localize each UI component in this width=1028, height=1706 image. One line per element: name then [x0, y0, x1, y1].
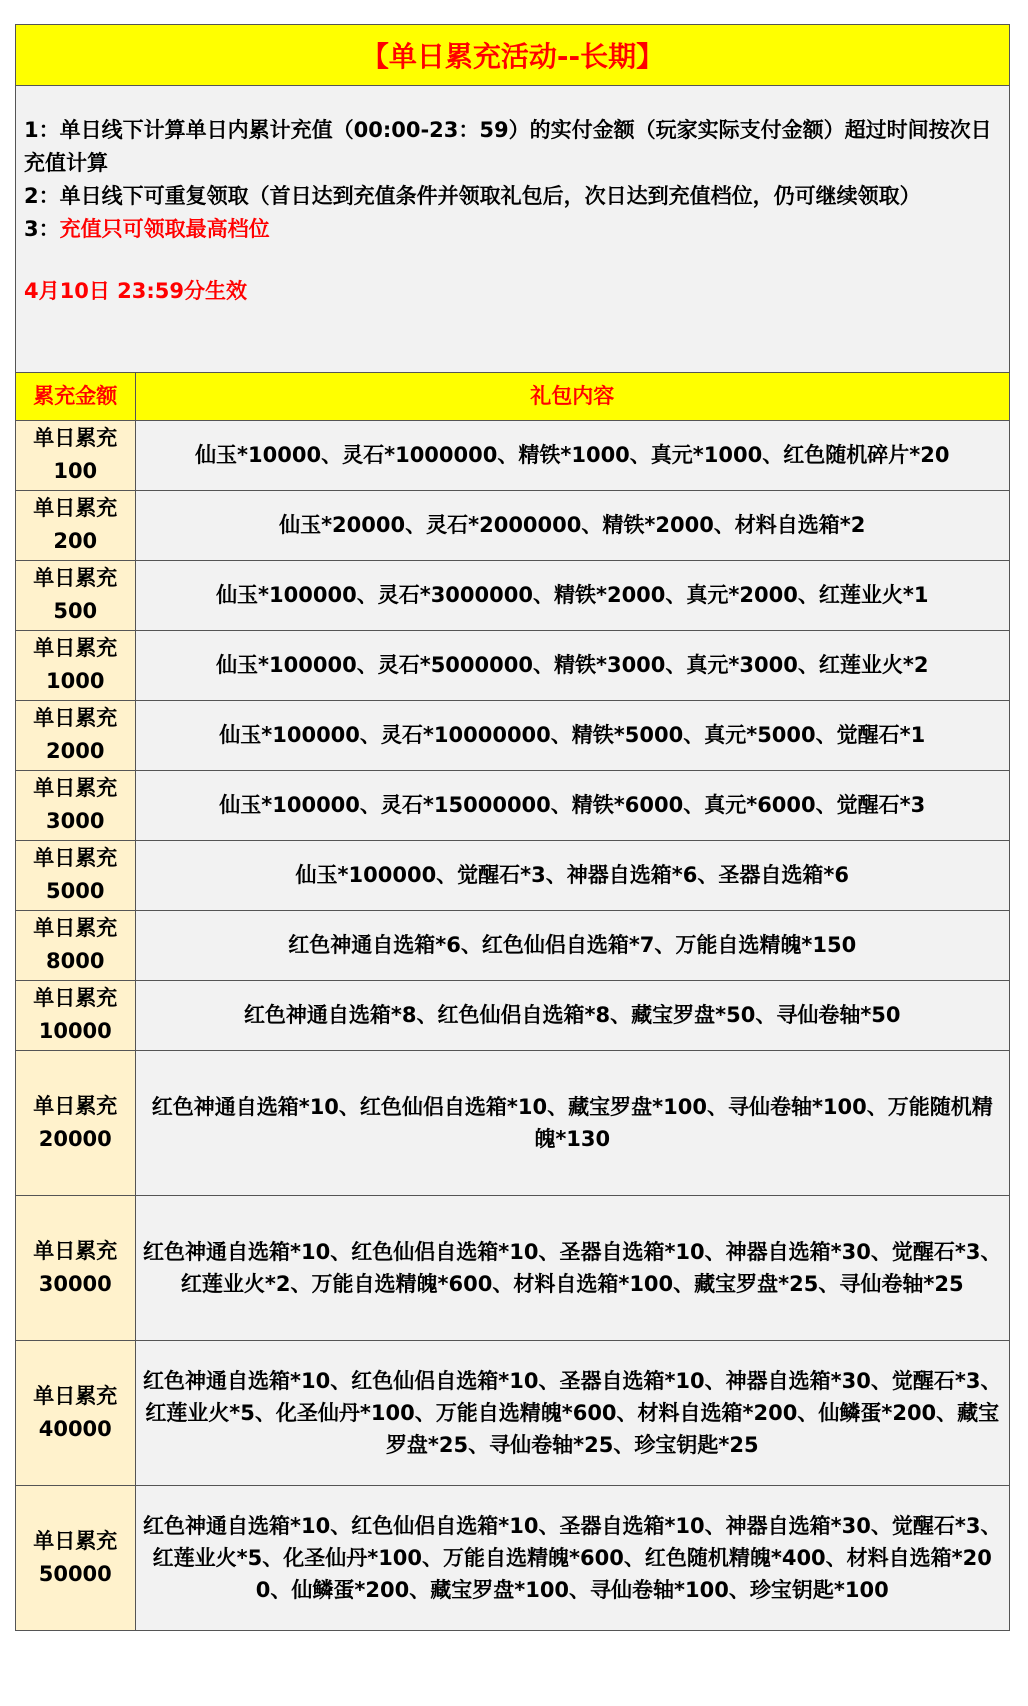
table-row: [16, 700, 1009, 770]
table-header-row: [16, 373, 1009, 420]
amount-cell: [16, 420, 135, 490]
amount-cell: [16, 770, 135, 840]
table-row: [16, 420, 1009, 490]
amount-cell: [16, 1050, 135, 1195]
amount-value: 8000: [46, 949, 105, 973]
reward-content: 红色神通自选箱*10、红色仙侣自选箱*10、藏宝罗盘*100、寻仙卷轴*100、万能随机精魄*130: [135, 1050, 1009, 1195]
rule-2: 2：单日线下可重复领取（首日达到充值条件并领取礼包后，次日达到充值档位，仍可继续领取）: [24, 184, 921, 208]
amount-value: 40000: [38, 1416, 112, 1441]
reward-content: 仙玉*100000、觉醒石*3、神器自选箱*6、圣器自选箱*6: [135, 840, 1009, 910]
reward-content: 仙玉*100000、灵石*5000000、精铁*3000、真元*3000、红莲业火*2: [135, 630, 1009, 700]
amount-label: 单日累充: [33, 636, 118, 660]
amount-label: 单日累充: [33, 916, 118, 940]
effective-date: 4月10日 23:59分生效: [24, 279, 247, 303]
amount-cell: [16, 700, 135, 770]
header-amount: 累充金额: [16, 373, 135, 420]
table-row: [16, 840, 1009, 910]
amount-value: 20000: [38, 1126, 112, 1151]
rules-section: [16, 86, 1009, 373]
rule-3-prefix: 3：: [24, 217, 60, 241]
amount-value: 200: [53, 529, 98, 553]
amount-cell: [16, 980, 135, 1050]
amount-label: 单日累充: [33, 566, 118, 590]
header-content: 礼包内容: [135, 373, 1009, 420]
reward-content: 红色神通自选箱*6、红色仙侣自选箱*7、万能自选精魄*150: [135, 910, 1009, 980]
table-row: [16, 630, 1009, 700]
amount-value: 5000: [46, 879, 105, 903]
amount-cell: [16, 910, 135, 980]
reward-content: 红色神通自选箱*10、红色仙侣自选箱*10、圣器自选箱*10、神器自选箱*30、觉醒石*3、红莲业火*2、万能自选精魄*600、材料自选箱*100、藏宝罗盘*25、寻仙卷轴*25: [135, 1195, 1009, 1340]
table-row: [16, 490, 1009, 560]
amount-label: 单日累充: [33, 846, 118, 870]
amount-value: 500: [53, 599, 98, 623]
event-title: 【单日累充活动--长期】: [16, 25, 1009, 86]
amount-label: 单日累充: [33, 496, 118, 520]
amount-value: 50000: [38, 1561, 112, 1586]
table-row: [16, 560, 1009, 630]
table-row: [16, 910, 1009, 980]
amount-value: 10000: [38, 1019, 112, 1043]
amount-cell: [16, 1485, 135, 1630]
table-row: [16, 1195, 1009, 1340]
amount-cell: [16, 1195, 135, 1340]
table-row: [16, 980, 1009, 1050]
amount-label: 单日累充: [33, 986, 118, 1010]
amount-label: 单日累充: [33, 706, 118, 730]
amount-value: 3000: [46, 809, 105, 833]
table-row: [16, 770, 1009, 840]
amount-value: 100: [53, 459, 98, 483]
amount-label: 单日累充: [33, 1093, 118, 1118]
amount-label: 单日累充: [33, 1383, 118, 1408]
amount-cell: [16, 840, 135, 910]
amount-cell: [16, 560, 135, 630]
amount-cell: [16, 1340, 135, 1485]
amount-value: 1000: [46, 669, 105, 693]
reward-content: 仙玉*100000、灵石*3000000、精铁*2000、真元*2000、红莲业火*1: [135, 560, 1009, 630]
amount-cell: [16, 490, 135, 560]
amount-value: 30000: [38, 1271, 112, 1296]
amount-label: 单日累充: [33, 776, 118, 800]
reward-content: 仙玉*10000、灵石*1000000、精铁*1000、真元*1000、红色随机碎片*20: [135, 420, 1009, 490]
amount-value: 2000: [46, 739, 105, 763]
reward-content: 仙玉*100000、灵石*15000000、精铁*6000、真元*6000、觉醒石*3: [135, 770, 1009, 840]
reward-content: 红色神通自选箱*8、红色仙侣自选箱*8、藏宝罗盘*50、寻仙卷轴*50: [135, 980, 1009, 1050]
amount-label: 单日累充: [33, 1528, 118, 1553]
table-row: [16, 1050, 1009, 1195]
reward-table: [16, 373, 1009, 1630]
reward-content: 红色神通自选箱*10、红色仙侣自选箱*10、圣器自选箱*10、神器自选箱*30、觉醒石*3、红莲业火*5、化圣仙丹*100、万能自选精魄*600、红色随机精魄*400、材料自选箱*200、仙鳞蛋*200、藏宝罗盘*100、寻仙卷轴*100、珍宝钥匙*100: [135, 1485, 1009, 1630]
rule-3: [24, 213, 1001, 246]
amount-label: 单日累充: [33, 426, 118, 450]
reward-content: 红色神通自选箱*10、红色仙侣自选箱*10、圣器自选箱*10、神器自选箱*30、觉醒石*3、红莲业火*5、化圣仙丹*100、万能自选精魄*600、材料自选箱*200、仙鳞蛋*200、藏宝罗盘*25、寻仙卷轴*25、珍宝钥匙*25: [135, 1340, 1009, 1485]
amount-cell: [16, 630, 135, 700]
reward-content: 仙玉*100000、灵石*10000000、精铁*5000、真元*5000、觉醒石*1: [135, 700, 1009, 770]
table-row: [16, 1485, 1009, 1630]
rule-1: 1：单日线下计算单日内累计充值（00:00-23：59）的实付金额（玩家实际支付金额）超过时间按次日充值计算: [24, 118, 992, 175]
event-sheet: [15, 24, 1010, 1631]
table-row: [16, 1340, 1009, 1485]
rule-3-highlight: 充值只可领取最高档位: [59, 217, 270, 241]
reward-content: 仙玉*20000、灵石*2000000、精铁*2000、材料自选箱*2: [135, 490, 1009, 560]
amount-label: 单日累充: [33, 1238, 118, 1263]
